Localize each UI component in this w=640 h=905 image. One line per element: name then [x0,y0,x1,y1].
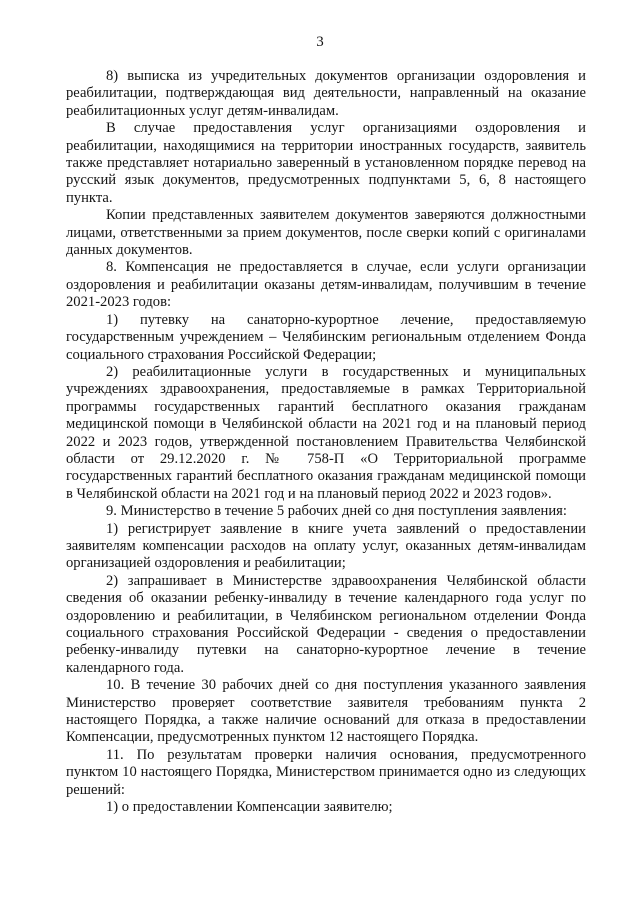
paragraph-9: 2) запрашивает в Министерстве здравоохранения Челябинской области сведения об оказании ребенку-инвалиду в течение календарного года услуг по оздоровлению и реабилитации, в Челябинском региональном отделении Фонда социального страхования Российской Федерации - сведения о предоставлении ребенку-инвалиду путевки на санаторно-курортное лечение в течение календарного года. [66,572,586,676]
paragraph-10: 10. В течение 30 рабочих дней со дня поступления указанного заявления Министерство проверяет соответствие заявителя требованиям пункта 2 настоящего Порядка, а также наличие оснований для отказа в предоставлении Компенсации, предусмотренных пунктом 12 настоящего Порядка. [66,677,586,746]
page-number: 3 [316,34,324,50]
paragraph-11: 11. По результатам проверки наличия основания, предусмотренного пунктом 10 настоящего Порядка, Министерством принимается одно из следующих решений: [66,746,586,798]
paragraph-2: В случае предоставления услуг организациями оздоровления и реабилитации, находящимися на территории иностранных государств, заявитель также представляет нотариально заверенный в установленном порядке перевод на русский язык документов, предусмотренных подпунктами 5, 6, 8 настоящего пункта. [66,120,586,206]
paragraph-6: 2) реабилитационные услуги в государственных и муниципальных учреждениях здравоохранения, предоставляемые в рамках Территориальной программы государственных гарантий бесплатного оказания гражданам медицинской помощи в Челябинской области на 2021 год и на плановый период 2022 и 2023 годов, утвержденной постановлением Правительства Челябинской области от 29.12.2020 г. № 758-П «О Территориальной программе государственных гарантий бесплатного оказания гражданам медицинской помощи в Челябинской области на 2021 год и на плановый период 2022 и 2023 годов». [66,363,586,502]
paragraph-5: 1) путевку на санаторно-курортное лечение, предоставляемую государственным учреждением – Челябинским региональным отделением Фонда социального страхования Российской Федерации; [66,311,586,363]
paragraph-3: Копии представленных заявителем документов заверяются должностными лицами, ответственными за прием документов, после сверки копий с оригиналами данных документов. [66,207,586,259]
document-body [66,68,586,816]
paragraph-8: 1) регистрирует заявление в книге учета заявлений о предоставлении заявителям компенсации расходов на оплату услуг, оказанных детям-инвалидам организацией оздоровления и реабилитации; [66,520,586,572]
paragraph-7: 9. Министерство в течение 5 рабочих дней со дня поступления заявления: [106,503,567,520]
paragraph-1: 8) выписка из учредительных документов организации оздоровления и реабилитации, подтверждающая вид деятельности, направленный на оказание реабилитационных услуг детям-инвалидам. [66,68,586,119]
paragraph-12: 1) о предоставлении Компенсации заявителю; [106,799,393,816]
paragraph-4: 8. Компенсация не предоставляется в случае, если услуги организации оздоровления и реабилитации оказаны детям-инвалидам, получившим в течение 2021-2023 годов: [66,259,586,311]
